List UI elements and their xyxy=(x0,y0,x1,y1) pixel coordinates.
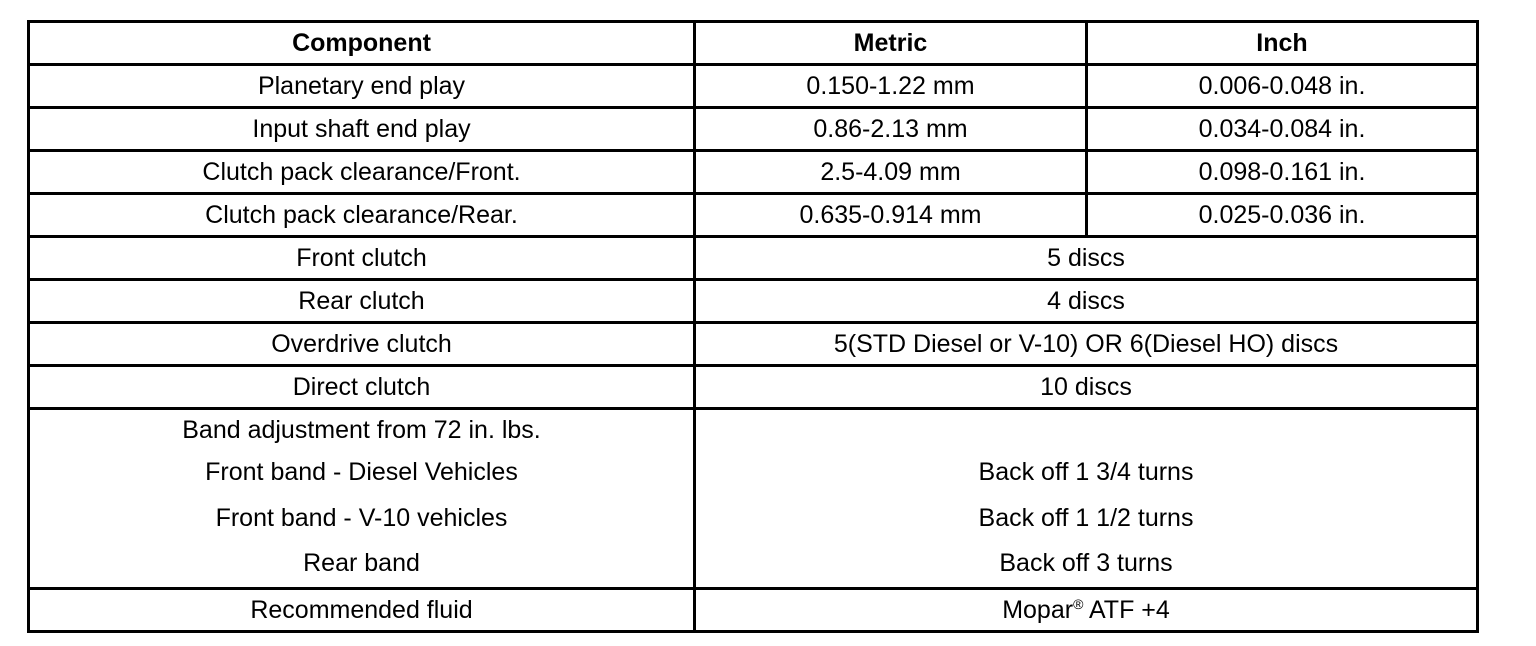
table-row xyxy=(29,151,1478,194)
header-metric: Metric xyxy=(695,22,1087,65)
band-value-cell xyxy=(695,409,1478,589)
specifications-table xyxy=(27,20,1479,633)
metric-cell: 0.635-0.914 mm xyxy=(695,194,1087,237)
component-cell: Clutch pack clearance/Front. xyxy=(29,151,695,194)
band-item-label: Front band - V-10 vehicles xyxy=(215,503,508,532)
component-cell: Clutch pack clearance/Rear. xyxy=(29,194,695,237)
band-component-cell xyxy=(29,409,695,589)
merged-value-cell: 5 discs xyxy=(695,237,1478,280)
band-adjustment-row xyxy=(29,409,1478,589)
metric-cell: 0.150-1.22 mm xyxy=(695,65,1087,108)
table-row xyxy=(29,366,1478,409)
registered-mark: ® xyxy=(1073,595,1084,612)
table-row xyxy=(29,108,1478,151)
table-row xyxy=(29,194,1478,237)
fluid-product: ATF +4 xyxy=(1083,595,1170,624)
metric-cell: 2.5-4.09 mm xyxy=(695,151,1087,194)
inch-cell: 0.025-0.036 in. xyxy=(1087,194,1478,237)
component-cell: Planetary end play xyxy=(29,65,695,108)
band-item-value: Back off 1 1/2 turns xyxy=(978,503,1194,532)
component-cell: Input shaft end play xyxy=(29,108,695,151)
metric-cell: 0.86-2.13 mm xyxy=(695,108,1087,151)
table-row xyxy=(29,280,1478,323)
fluid-brand: Mopar xyxy=(1002,595,1074,624)
table-row xyxy=(29,323,1478,366)
merged-value-cell: 10 discs xyxy=(695,366,1478,409)
band-heading: Band adjustment from 72 in. lbs. xyxy=(182,416,541,444)
inch-cell: 0.006-0.048 in. xyxy=(1087,65,1478,108)
table-row xyxy=(29,237,1478,280)
band-heading-spacer xyxy=(696,410,1476,450)
component-cell: Rear clutch xyxy=(29,280,695,323)
header-component: Component xyxy=(29,22,695,65)
header-row xyxy=(29,22,1478,65)
component-cell: Front clutch xyxy=(29,237,695,280)
table-row xyxy=(29,588,1478,631)
fluid-value-cell xyxy=(695,588,1478,631)
band-item-label: Rear band xyxy=(303,549,420,577)
inch-cell: 0.098-0.161 in. xyxy=(1087,151,1478,194)
component-cell: Recommended fluid xyxy=(29,588,695,631)
component-cell: Direct clutch xyxy=(29,366,695,409)
merged-value-cell: 4 discs xyxy=(695,280,1478,323)
table-row xyxy=(29,65,1478,108)
band-item-label: Front band - Diesel Vehicles xyxy=(205,458,518,486)
merged-value-cell: 5(STD Diesel or V-10) OR 6(Diesel HO) discs xyxy=(695,323,1478,366)
component-cell: Overdrive clutch xyxy=(29,323,695,366)
band-item-value: Back off 3 turns xyxy=(999,549,1173,577)
band-item-value: Back off 1 3/4 turns xyxy=(978,458,1194,486)
header-inch: Inch xyxy=(1087,22,1478,65)
inch-cell: 0.034-0.084 in. xyxy=(1087,108,1478,151)
